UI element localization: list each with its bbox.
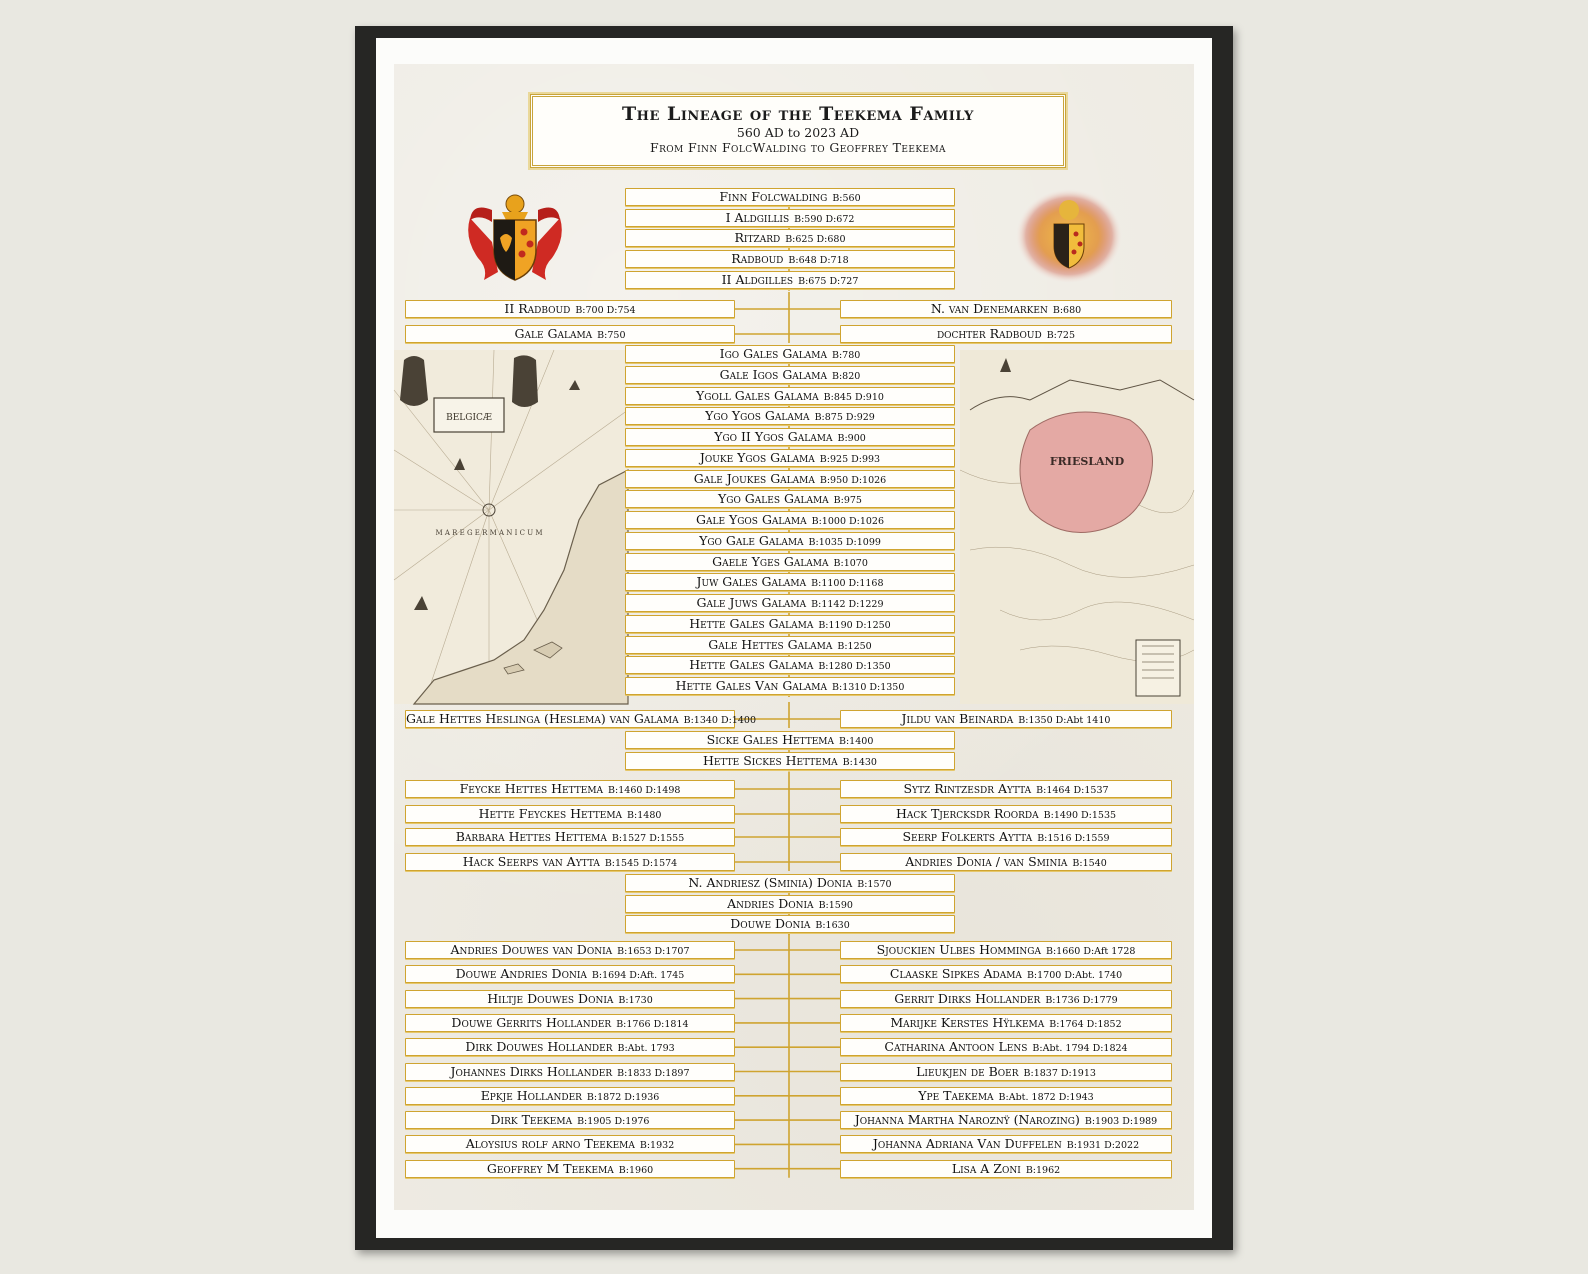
person-name: Dirk Douwes Hollander [465, 1039, 613, 1055]
person-name: Gale Ygos Galama [695, 512, 807, 527]
left-person-box [405, 300, 735, 318]
center-person-box [625, 553, 955, 571]
person-dates: B:875 D:929 [814, 412, 875, 424]
center-person-box [625, 345, 955, 363]
person-dates: B:Abt. 1794 D:1824 [1032, 1043, 1128, 1055]
right-person-box [840, 710, 1172, 728]
person-name: N. van Denemarken [930, 301, 1048, 316]
left-person-box [405, 325, 735, 343]
person-dates: B:648 D:718 [788, 255, 849, 267]
person-name: Gerrit Dirks Hollander [894, 990, 1041, 1006]
person-dates: B:1190 D:1250 [818, 619, 891, 631]
center-person-box [625, 250, 955, 268]
person-name: Gale Igos Galama [719, 366, 827, 382]
center-person-box [625, 449, 955, 467]
person-dates: B:1070 [833, 557, 868, 569]
person-name: Finn Folcwalding [719, 189, 828, 204]
person-dates: B:1764 D:1852 [1049, 1018, 1122, 1030]
person-name: Radboud [731, 251, 784, 267]
person-dates: B:1142 D:1229 [811, 599, 884, 610]
person-name: Johanna Adriana Van Duffelen [872, 1136, 1062, 1152]
center-person-box [625, 656, 955, 674]
person-name: Seerp Folkerts Aytta [902, 829, 1033, 844]
left-person-box [405, 853, 735, 871]
person-name: Douwe Andries Donia [455, 966, 587, 982]
person-dates: B:780 [832, 350, 861, 361]
person-name: Lieukjen de Boer [916, 1063, 1019, 1079]
left-person-box [405, 805, 735, 823]
person-dates: B:1250 [837, 640, 872, 652]
person-name: Sytz Rintzesdr Aytta [903, 781, 1032, 796]
person-dates: B:1490 D:1535 [1043, 810, 1117, 821]
map-cartouche-label: BELGICÆ [446, 413, 492, 423]
person-dates: B:1590 [818, 899, 853, 911]
person-name: Igo Gales Galama [719, 346, 827, 361]
person-name: Gale Juws Galama [696, 595, 807, 610]
right-person-box [840, 941, 1172, 959]
center-person-box [625, 387, 955, 405]
right-person-box [840, 1038, 1172, 1056]
person-dates: B:750 [597, 330, 626, 341]
left-person-box [405, 1160, 735, 1178]
person-name: Epkje Hollander [480, 1087, 582, 1103]
person-name: Hette Sickes Hettema [703, 752, 838, 768]
center-person-box [625, 731, 955, 749]
person-dates: B:675 D:727 [798, 275, 859, 287]
left-person-box [405, 965, 735, 983]
person-name: dochter Radboud [936, 326, 1042, 341]
person-name: II Aldgilles [721, 271, 794, 287]
person-name: Ygo Ygos Galama [705, 408, 810, 424]
left-person-box [405, 990, 735, 1008]
person-dates: B:975 [833, 495, 862, 507]
person-dates: B:820 [832, 370, 861, 382]
poster-subtitle-range: From Finn FolcWalding to Geoffrey Teekema [650, 140, 946, 155]
person-name: Ygo Gale Galama [699, 532, 804, 548]
person-name: Jildu van Beinarda [901, 711, 1014, 726]
person-dates: B:1516 D:1559 [1037, 833, 1110, 844]
center-person-box [625, 573, 955, 591]
person-name: Lisa A Zoni [951, 1160, 1021, 1176]
person-dates: B:1035 D:1099 [808, 536, 881, 548]
person-dates: B:1660 D:Aft 1728 [1045, 946, 1136, 957]
person-name: Geoffrey M Teekema [486, 1160, 614, 1176]
person-dates: B:680 [1052, 305, 1082, 316]
person-dates: B:900 [837, 433, 866, 444]
center-person-box [625, 594, 955, 612]
person-name: Marijke Kerstes Hÿlkema [890, 1014, 1045, 1030]
map-sea-label: M A R E G E R M A N I C U M [435, 529, 543, 537]
right-person-box [840, 828, 1172, 846]
person-dates: B:725 [1046, 330, 1076, 341]
person-dates: B:1100 D:1168 [811, 578, 884, 590]
person-dates: B:1630 [815, 920, 850, 931]
center-person-box [625, 271, 955, 289]
left-person-box [405, 1087, 735, 1105]
person-name: Johanna Martha Naroznÿ (Narozing) [854, 1112, 1080, 1128]
person-name: Hack Seerps van Aytta [462, 854, 600, 869]
person-name: Catharina Antoon Lens [884, 1039, 1028, 1055]
right-person-box [840, 1135, 1172, 1153]
center-person-box [625, 532, 955, 550]
right-person-box [840, 1063, 1172, 1081]
family-tree-poster [394, 64, 1194, 1210]
left-person-box [405, 941, 735, 959]
person-dates: B:1540 [1072, 858, 1107, 869]
person-dates: B:1960 [618, 1164, 654, 1176]
person-dates: B:Abt. 1872 D:1943 [998, 1091, 1094, 1103]
center-person-box [625, 752, 955, 770]
person-name: Sicke Gales Hettema [706, 732, 834, 747]
center-person-box [625, 209, 955, 227]
person-name: Hette Gales Galama [689, 657, 814, 673]
person-dates: B:1905 D:1976 [577, 1116, 650, 1128]
right-person-box [840, 965, 1172, 983]
right-person-box [840, 1014, 1172, 1032]
right-person-box [840, 805, 1172, 823]
person-name: Sjouckien Ulbes Homminga [876, 942, 1041, 957]
person-name: Gale Hettes Heslinga (Heslema) van Galama [406, 711, 679, 726]
center-person-box [625, 677, 955, 695]
person-name: Hette Gales Galama [689, 615, 814, 631]
person-dates: B:1903 D:1989 [1084, 1116, 1158, 1128]
person-name: Gaele Yges Galama [712, 553, 829, 569]
center-person-box [625, 407, 955, 425]
person-name: Hack Tjercksdr Roorda [895, 806, 1039, 821]
person-dates: B:1736 D:1779 [1045, 994, 1118, 1006]
person-dates: B:925 D:993 [819, 453, 881, 465]
person-dates: B:1400 [839, 736, 874, 747]
person-dates: B:1833 D:1897 [617, 1067, 690, 1079]
person-name: Ygo Gales Galama [718, 491, 829, 507]
frame-mat [376, 38, 1212, 1238]
person-name: Claaske Sipkes Adama [889, 966, 1022, 982]
person-dates: B:1430 [842, 756, 877, 768]
person-name: Aloysius rolf arno Teekema [465, 1136, 635, 1152]
person-name: II Radboud [504, 301, 571, 316]
center-person-box [625, 874, 955, 892]
person-dates: B:1837 D:1913 [1023, 1067, 1096, 1079]
center-person-box [625, 229, 955, 247]
center-person-box [625, 511, 955, 529]
person-name: Andries Donia [727, 895, 814, 911]
person-dates: B:1700 D:Abt. 1740 [1026, 970, 1123, 982]
person-dates: B:1464 D:1537 [1036, 785, 1109, 796]
person-dates: B:845 D:910 [823, 391, 884, 403]
person-dates: B:1694 D:Aft. 1745 [591, 970, 685, 982]
person-name: Gale Galama [514, 326, 593, 341]
right-person-box [840, 780, 1172, 798]
person-name: N. Andriesz (Sminia) Donia [688, 875, 853, 890]
right-person-box [840, 990, 1172, 1008]
person-name: Dirk Teekema [490, 1112, 573, 1128]
center-person-box [625, 915, 955, 933]
person-name: I Aldgillis [725, 209, 790, 225]
center-person-box [625, 428, 955, 446]
person-dates: B:1480 [627, 810, 662, 821]
person-name: Hette Feyckes Hettema [478, 806, 623, 821]
person-name: Ritzard [734, 230, 781, 246]
center-person-box [625, 895, 955, 913]
center-person-box [625, 366, 955, 384]
person-dates: B:950 D:1026 [819, 474, 887, 486]
person-dates: B:1766 D:1814 [616, 1018, 689, 1030]
right-person-box [840, 1160, 1172, 1178]
person-name: Gale Joukes Galama [693, 470, 815, 486]
left-person-box [405, 710, 756, 728]
right-person-box [840, 1111, 1172, 1129]
center-person-box [625, 636, 955, 654]
center-person-box [625, 188, 955, 206]
left-person-box [405, 1014, 735, 1032]
person-dates: B:1545 D:1574 [604, 858, 678, 869]
person-dates: B:1310 D:1350 [832, 682, 905, 693]
person-dates: B:1460 D:1498 [608, 785, 681, 796]
left-person-box [405, 1111, 735, 1129]
person-name: Douwe Gerrits Hollander [451, 1014, 612, 1030]
right-person-box [840, 325, 1172, 343]
person-name: Andries Douwes van Donia [450, 942, 613, 957]
person-name: Hiltje Douwes Donia [487, 990, 614, 1006]
person-name: Ygoll Gales Galama [696, 387, 819, 403]
person-dates: B:1962 [1025, 1164, 1061, 1176]
person-dates: B:1730 [618, 994, 653, 1006]
person-name: Douwe Donia [730, 916, 811, 931]
person-dates: B:1872 D:1936 [586, 1091, 660, 1103]
left-person-box [405, 780, 735, 798]
person-name: Ygo II Ygos Galama [714, 429, 833, 444]
left-person-box [405, 1038, 735, 1056]
person-dates: B:1000 D:1026 [811, 516, 884, 527]
person-dates: B:1932 [639, 1140, 675, 1152]
left-person-box [405, 1135, 735, 1153]
poster-title: The Lineage of the Teekema Family [622, 103, 974, 125]
person-name: Johannes Dirks Hollander [450, 1063, 613, 1079]
poster-subtitle-years: 560 AD to 2023 AD [736, 125, 860, 140]
person-name: Andries Donia / van Sminia [905, 854, 1068, 869]
person-dates: B:1340 D:1400 [683, 715, 756, 726]
person-dates: B:1570 [857, 879, 892, 890]
person-name: Barbara Hettes Hettema [455, 829, 607, 844]
person-dates: B:1280 D:1350 [818, 661, 891, 673]
person-name: Juw Gales Galama [696, 574, 807, 590]
person-name: Feycke Hettes Hettema [459, 781, 604, 796]
person-dates: B:1653 D:1707 [617, 946, 690, 957]
person-name: Ype Taekema [918, 1087, 994, 1103]
person-dates: B:1527 D:1555 [611, 833, 685, 844]
person-dates: B:1350 D:Abt 1410 [1018, 715, 1111, 726]
friesland-label: FRIESLAND [1049, 455, 1125, 468]
center-person-box [625, 470, 955, 488]
center-person-box [625, 615, 955, 633]
left-person-box [405, 1063, 735, 1081]
person-dates: B:625 D:680 [785, 234, 846, 246]
person-dates: B:560 [832, 193, 861, 204]
person-dates: B:700 D:754 [575, 305, 636, 316]
person-dates: B:590 D:672 [794, 213, 855, 225]
person-name: Hette Gales Van Galama [675, 678, 828, 693]
person-dates: B:1931 D:2022 [1066, 1140, 1140, 1152]
right-person-box [840, 300, 1172, 318]
picture-frame [355, 26, 1233, 1250]
center-person-box [625, 490, 955, 508]
person-name: Jouke Ygos Galama [699, 449, 815, 465]
right-person-box [840, 853, 1172, 871]
right-person-box [840, 1087, 1172, 1105]
person-name: Gale Hettes Galama [708, 636, 833, 652]
left-person-box [405, 828, 735, 846]
person-dates: B:Abt. 1793 [617, 1043, 675, 1055]
